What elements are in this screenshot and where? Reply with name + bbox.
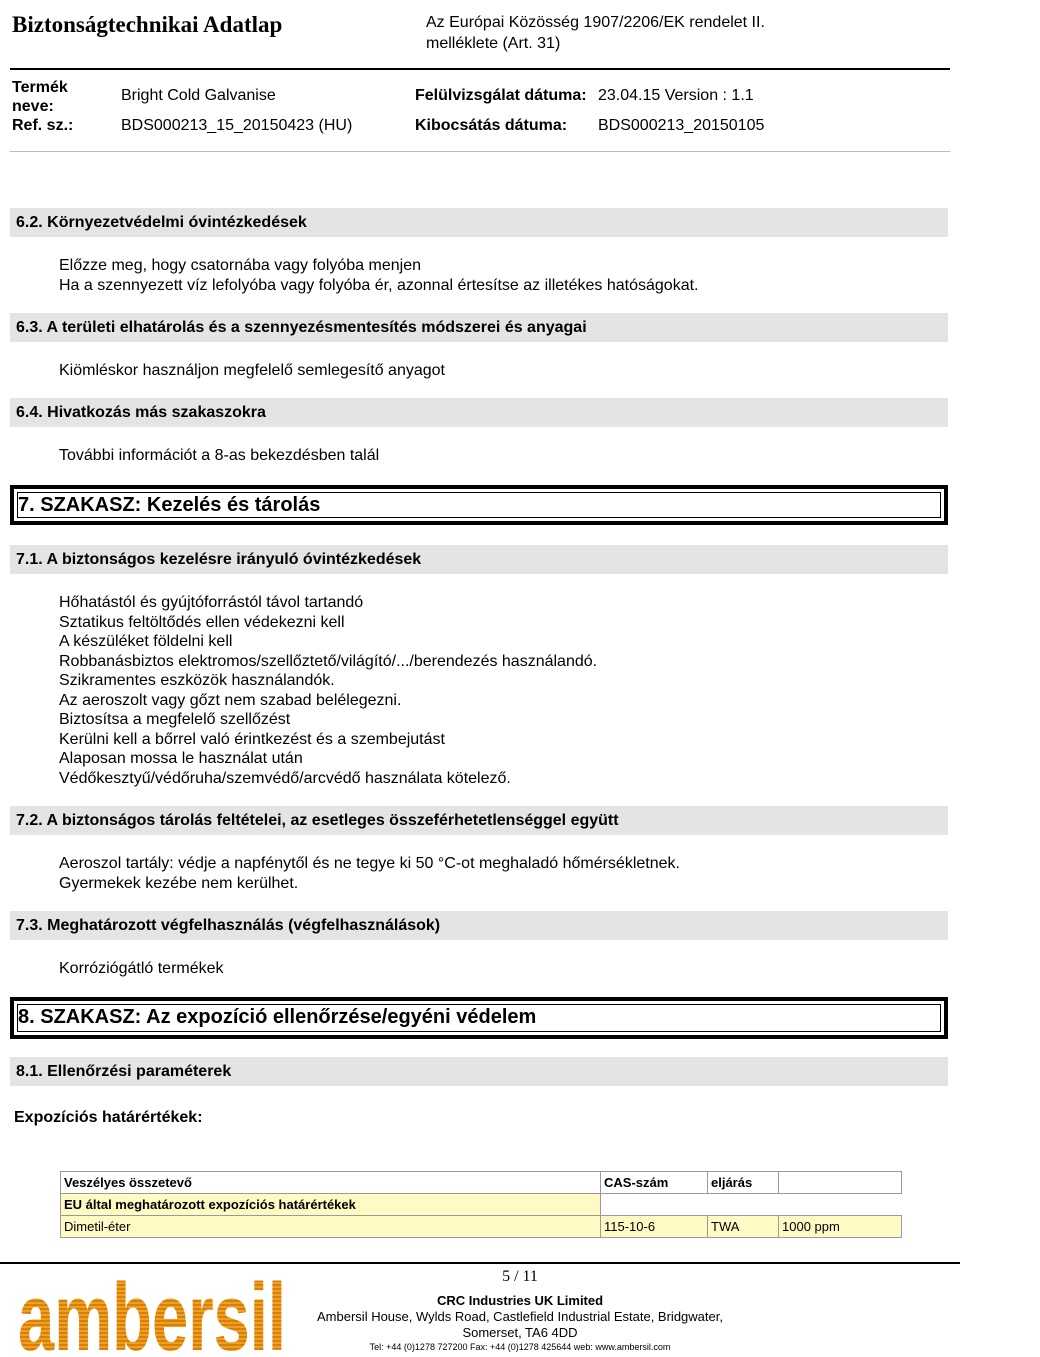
heading-6-2: 6.2. Környezetvédelmi óvintézkedések (10, 208, 948, 237)
heading-7-2: 7.2. A biztonságos tárolás feltételei, az esetleges összeférhetetlenséggel együtt (10, 806, 948, 835)
text-7-2: Aeroszol tartály: védje a napfénytől és ne tegye ki 50 °C-ot meghaladó hőmérsékletnek. Gyermekek kezébe nem kerülhet. (59, 855, 680, 892)
header-divider (10, 151, 950, 152)
header-rule (10, 68, 950, 70)
logo-text: ambersil (18, 1264, 286, 1357)
section-8-title: 8. SZAKASZ: Az expozíció ellenőrzése/egyéni védelem (10, 997, 948, 1039)
heading-6-3: 6.3. A területi elhatárolás és a szennyezésmentesítés módszerei és anyagai (10, 313, 948, 342)
company-info (300, 1293, 740, 1353)
text-7-3: Korróziógátló termékek (59, 960, 224, 977)
header-method: eljárás (708, 1172, 779, 1194)
regulation-reference (426, 12, 765, 54)
company-name: CRC Industries UK Limited (436, 1293, 604, 1308)
table-header-row (61, 1172, 902, 1194)
cell-value: 1000 ppm (779, 1216, 902, 1238)
company-address-2: Somerset, TA6 4DD (462, 1325, 578, 1340)
cell-substance: Dimetil-éter (61, 1216, 601, 1238)
heading-8-1: 8.1. Ellenőrzési paraméterek (10, 1057, 948, 1086)
revision-label: Felülvizsgálat dátuma: (415, 87, 587, 104)
section-7-title: 7. SZAKASZ: Kezelés és tárolás (10, 485, 948, 525)
header-cas: CAS-szám (601, 1172, 708, 1194)
header-value (779, 1172, 902, 1194)
heading-6-4: 6.4. Hivatkozás más szakaszokra (10, 398, 948, 427)
company-contact: Tel: +44 (0)1278 727200 Fax: +44 (0)1278 425644 web: www.ambersil.com (369, 1342, 671, 1352)
issue-label: Kibocsátás dátuma: (415, 117, 568, 134)
ref-label: Ref. sz.: (12, 117, 74, 134)
company-address-1: Ambersil House, Wylds Road, Castlefield Industrial Estate, Bridgwater, (317, 1309, 723, 1324)
heading-7-3: 7.3. Meghatározott végfelhasználás (végfelhasználások) (10, 911, 948, 940)
page-number: 5 / 11 (502, 1268, 538, 1285)
group-label: EU által meghatározott expozíciós határértékek (61, 1194, 601, 1216)
product-name: Bright Cold Galvanise (121, 87, 276, 104)
text-7-1: Hőhatástól és gyújtóforrástól távol tartandó Sztatikus feltöltődés ellen védekezni kell A készüléket földelni kell Robbanásbiztos elektromos/szellőztető/világító/.../berendezés használandó. Szikramentes eszközök használandók. Az aeroszolt vagy gőzt nem szabad belélegezni. Biztosítsa a megfelelő szellőzést Kerülni kell a bőrrel való érintkezést és a szembejutást Alaposan mossa le használat után Védőkesztyű/védőruha/szemvédő/arcvédő használata kötelező. (59, 594, 598, 787)
text-6-3: Kiömléskor használjon megfelelő semlegesítő anyagot (59, 362, 445, 379)
document-title: Biztonságtechnikai Adatlap (12, 12, 283, 37)
text-6-2: Előzze meg, hogy csatornába vagy folyóba menjen Ha a szennyezett víz lefolyóba vagy folyóba ér, azonnal értesítse az illetékes hatóságokat. (59, 257, 699, 294)
cell-cas: 115-10-6 (601, 1216, 708, 1238)
table-row (61, 1216, 902, 1238)
ref-value: BDS000213_15_20150423 (HU) (121, 117, 353, 134)
regulation-line-1: Az Európai Közösség 1907/2206/EK rendelet II. (426, 14, 765, 31)
issue-value: BDS000213_20150105 (598, 117, 765, 134)
exposure-limits-title: Expozíciós határértékek: (14, 1109, 203, 1126)
table-group-row (61, 1194, 902, 1216)
heading-7-1: 7.1. A biztonságos kezelésre irányuló óvintézkedések (10, 545, 948, 574)
header-substance: Veszélyes összetevő (61, 1172, 601, 1194)
text-6-4: További információt a 8-as bekezdésben talál (59, 447, 380, 464)
product-label: Termék neve: (12, 79, 68, 115)
regulation-line-2: melléklete (Art. 31) (426, 35, 561, 52)
exposure-limits-table (60, 1171, 902, 1238)
revision-value: 23.04.15 Version : 1.1 (598, 87, 754, 104)
cell-method: TWA (708, 1216, 779, 1238)
